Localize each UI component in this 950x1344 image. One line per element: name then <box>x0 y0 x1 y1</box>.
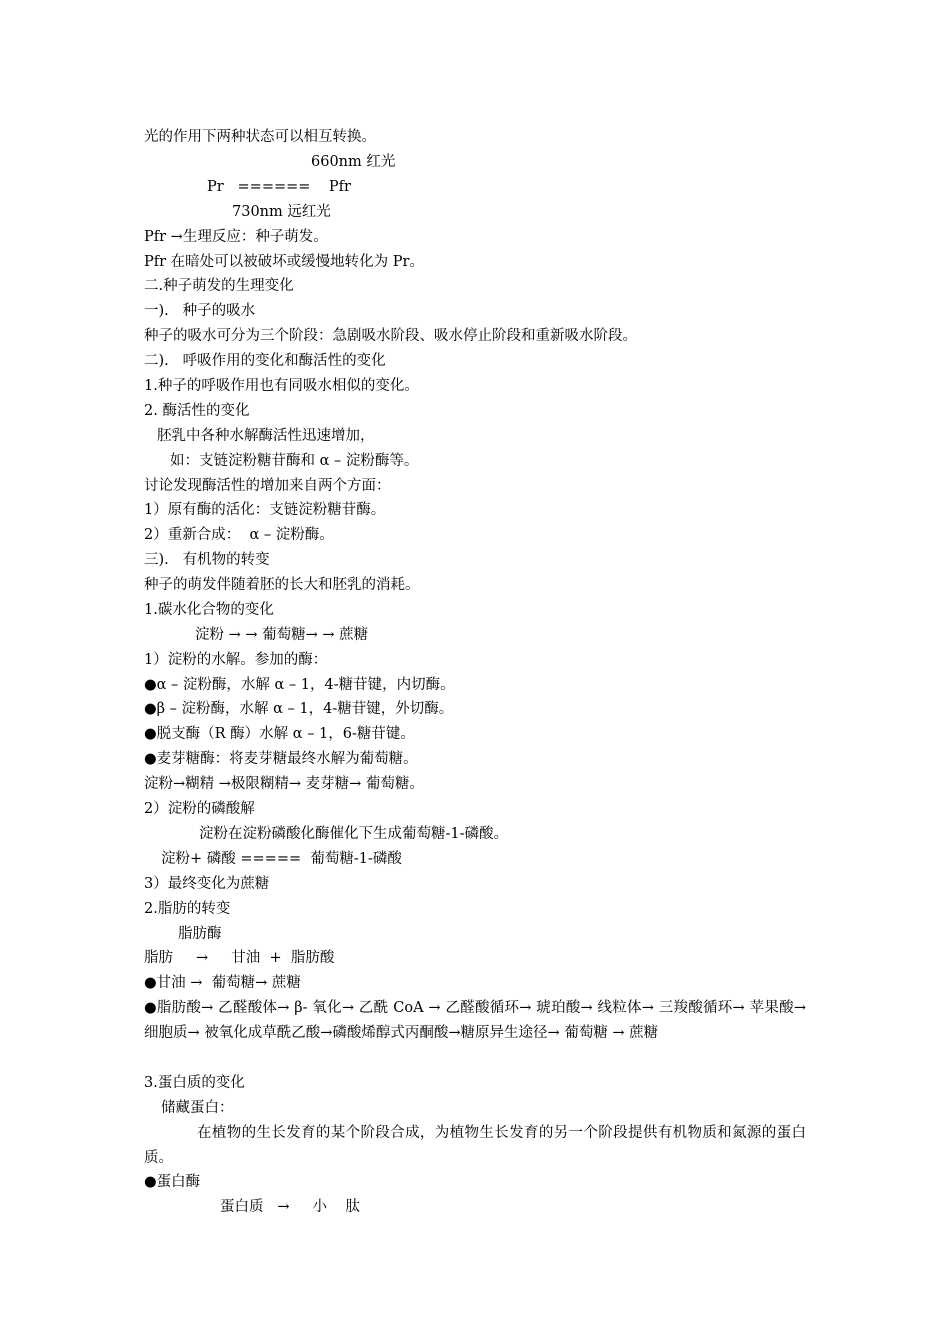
text-line: 讨论发现酶活性的增加来自两个方面： <box>144 478 391 494</box>
paragraph: 在植物的生长发育的某个阶段合成，为植物生长发育的另一个阶段提供有机物质和氮源的蛋白质。 <box>144 1125 806 1166</box>
text-line: 光的作用下两种状态可以相互转换。 <box>144 129 376 145</box>
text-line: Pfr →生理反应：种子萌发。 <box>144 229 328 245</box>
text-line: 3）最终变化为蔗糖 <box>144 876 270 892</box>
text-line: 种子的吸水可分为三个阶段：急剧吸水阶段、吸水停止阶段和重新吸水阶段。 <box>144 328 637 344</box>
bullet-item: ●脱支酶（R 酶）水解 α – 1，6-糖苷键。 <box>144 726 415 742</box>
text-line: 1）淀粉的水解。参加的酶： <box>144 652 328 668</box>
subsection-heading: 二). 呼吸作用的变化和酶活性的变化 <box>144 353 386 369</box>
text-line: 1）原有酶的活化：支链淀粉糖苷酶。 <box>144 502 386 518</box>
text-line: 淀粉+ 磷酸 ===== 葡萄糖-1-磷酸 <box>161 851 402 867</box>
bullet-item-paragraph: ●脂肪酸→ 乙醛酸体→ β- 氧化→ 乙酰 CoA → 乙醛酸循环→ 琥珀酸→ 线粒体→ 三羧酸循环→ 苹果酸→ 细胞质→ 被氧化成草酰乙酸→磷酸烯醇式丙酮酸→糖原异生途径→ 葡萄糖 → 蔗糖 <box>144 1000 806 1041</box>
text-line: 如：支链淀粉糖苷酶和 α – 淀粉酶等。 <box>170 453 419 469</box>
bullet-item: ●蛋白酶 <box>144 1174 201 1190</box>
bullet-item: ●α – 淀粉酶，水解 α – 1，4-糖苷键，内切酶。 <box>144 677 455 693</box>
text-line: 脂肪酶 <box>178 926 222 942</box>
text-line: 1.种子的呼吸作用也有同吸水相似的变化。 <box>144 378 419 394</box>
subsection-heading: 一). 种子的吸水 <box>144 303 256 319</box>
text-line: 淀粉→糊精 →极限糊精→ 麦芽糖→ 葡萄糖。 <box>144 776 424 792</box>
text-line: 脂肪 → 甘油 + 脂肪酸 <box>144 950 335 966</box>
text-line: Pfr 在暗处可以被破坏或缓慢地转化为 Pr。 <box>144 254 424 270</box>
bullet-item: ●β – 淀粉酶，水解 α – 1，4-糖苷键，外切酶。 <box>144 701 454 717</box>
text-line: 660nm 红光 <box>311 154 396 170</box>
text-line: 730nm 远红光 <box>232 204 331 220</box>
text-line: 2）重新合成： α – 淀粉酶。 <box>144 527 334 543</box>
subsection-heading: 三). 有机物的转变 <box>144 552 270 568</box>
text-line: 2.脂肪的转变 <box>144 901 231 917</box>
text-line: 种子的萌发伴随着胚的长大和胚乳的消耗。 <box>144 577 420 593</box>
text-line: 储藏蛋白： <box>161 1100 234 1116</box>
text-line: 淀粉在淀粉磷酸化酶催化下生成葡萄糖-1-磷酸。 <box>199 826 509 842</box>
text-line: Pr ====== Pfr <box>207 179 351 195</box>
bullet-item: ●甘油 → 葡萄糖→ 蔗糖 <box>144 975 301 991</box>
text-line: 2. 酶活性的变化 <box>144 403 250 419</box>
subsection-heading: 3.蛋白质的变化 <box>144 1075 245 1091</box>
text-line: 2）淀粉的磷酸解 <box>144 801 255 817</box>
bullet-item: ●麦芽糖酶：将麦芽糖最终水解为葡萄糖。 <box>144 751 418 767</box>
text-line: 胚乳中各种水解酶活性迅速增加， <box>157 428 375 444</box>
text-line: 1.碳水化合物的变化 <box>144 602 274 618</box>
text-line: 淀粉 → → 葡萄糖→ → 蔗糖 <box>195 627 369 643</box>
section-heading: 二.种子萌发的生理变化 <box>144 278 294 294</box>
text-line: 蛋白质 → 小 肽 <box>220 1199 360 1215</box>
